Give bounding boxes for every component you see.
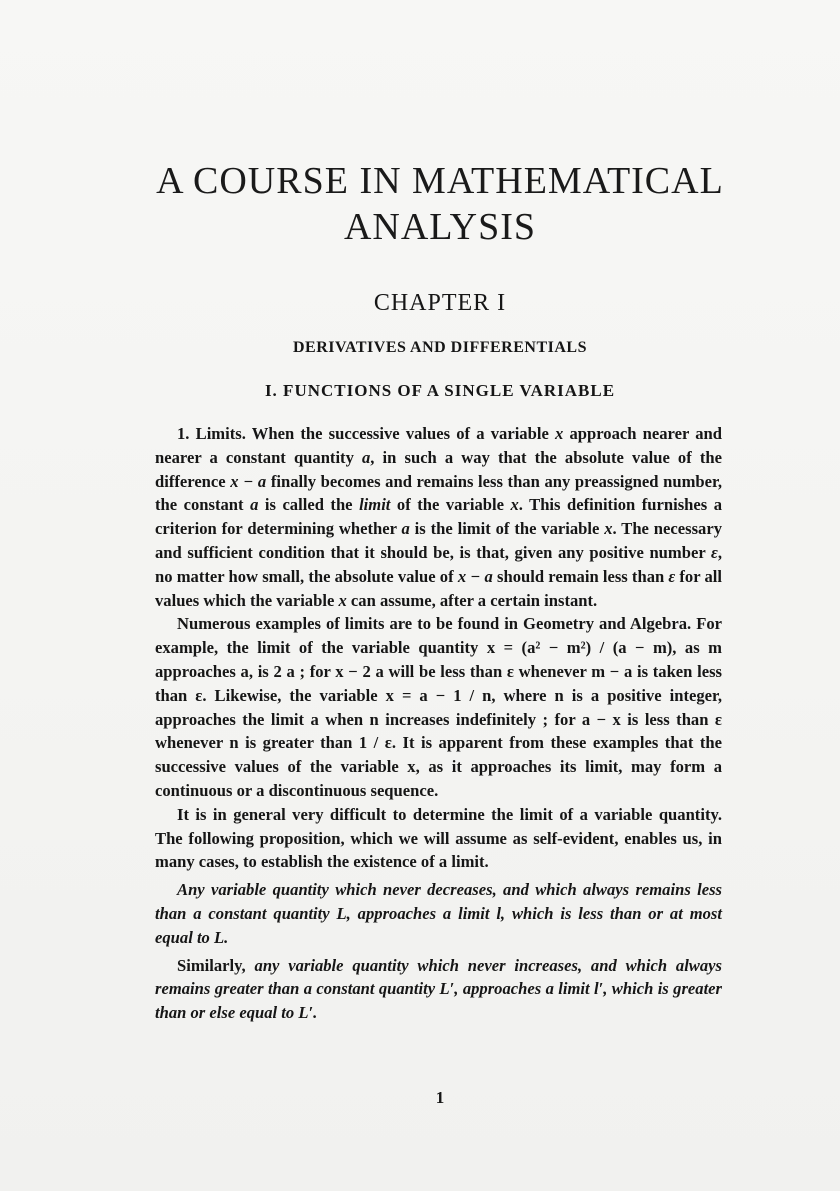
- section-heading: I. FUNCTIONS OF A SINGLE VARIABLE: [264, 381, 616, 400]
- book-title: [120, 158, 760, 250]
- paragraph-proposition-intro: It is in general very difficult to determine the limit of a variable quantity. The following proposition, which we will assume as self-evident, enables us, in many cases, to establish the existence of a limit.: [155, 804, 722, 872]
- emphasis-limit: limit: [359, 495, 391, 515]
- paragraph-limits: [155, 422, 722, 612]
- text-run: . The necessary and sufficient condition that it should be, is that, given any positive number: [155, 519, 722, 562]
- math-var: x: [510, 495, 519, 515]
- text-run: is the limit of the variable: [409, 519, 605, 539]
- proposition-decreasing: [155, 954, 722, 1025]
- math-var: x: [555, 424, 564, 443]
- text-run: should remain less than: [492, 566, 669, 586]
- text-run: for all values which the variable: [155, 566, 722, 610]
- text-run: Similarly,: [177, 955, 255, 975]
- math-var: a: [362, 447, 371, 467]
- text-run: , no matter how small, the absolute value of: [155, 542, 722, 586]
- chapter-subtitle: DERIVATIVES AND DIFFERENTIALS: [293, 339, 587, 356]
- page-number: 1: [435, 1088, 445, 1107]
- text-run-italic: any variable quantity which never increases, and which always remains greater than a constant quantity L′, approaches a limit l′, which is greater than or else equal to L′.: [155, 955, 722, 1023]
- math-var: a: [401, 519, 410, 539]
- text-run: of the variable: [390, 495, 511, 515]
- text-run: , in such a way that the absolute value of the difference: [155, 447, 722, 491]
- math-var: x: [604, 519, 613, 539]
- math-var: ε: [711, 542, 718, 562]
- math-expr: x − a: [230, 471, 267, 491]
- math-var: ε: [668, 566, 676, 586]
- text-run: is called the: [258, 495, 360, 515]
- paragraph-examples: Numerous examples of limits are to be found in Geometry and Algebra. For example, the limit of the variable quantity x = (a² − m²) / (a − m), as m approaches a, is 2 a ; for x − 2 a will be less than ε whenever m − a is taken less than ε. Likewise, the variable x = a − 1 / n, where n is a positive integer, approaches the limit a when n increases indefinitely ; for a − x is less than ε whenever n is greater than 1 / ε. It is apparent from these examples that the successive values of the variable x, as it approaches its limit, may form a continuous or a discontinuous sequence.: [155, 614, 722, 800]
- text-run: finally becomes and remains less than any preassigned number, the constant: [155, 471, 723, 515]
- math-expr: x − a: [457, 566, 493, 586]
- text-run: approach nearer and nearer a constant quantity: [155, 424, 722, 467]
- text-run: When the successive values of a variable: [245, 424, 555, 443]
- text-run: can assume, after a certain instant.: [346, 590, 598, 610]
- math-var: x: [338, 590, 347, 610]
- body-text: [155, 422, 722, 1025]
- article-number: 1. Limits.: [177, 424, 246, 443]
- book-title-line-2: ANALYSIS: [343, 206, 537, 248]
- chapter-heading: CHAPTER I: [373, 290, 507, 316]
- text-run: . This definition furnishes a criterion for determining whether: [155, 495, 723, 539]
- book-title-line-1: A COURSE IN MATHEMATICAL: [156, 160, 724, 202]
- proposition-increasing: Any variable quantity which never decreases, and which always remains less than a constant quantity L, approaches a limit l, which is less than or at most equal to L.: [155, 880, 722, 947]
- math-var: a: [250, 495, 259, 515]
